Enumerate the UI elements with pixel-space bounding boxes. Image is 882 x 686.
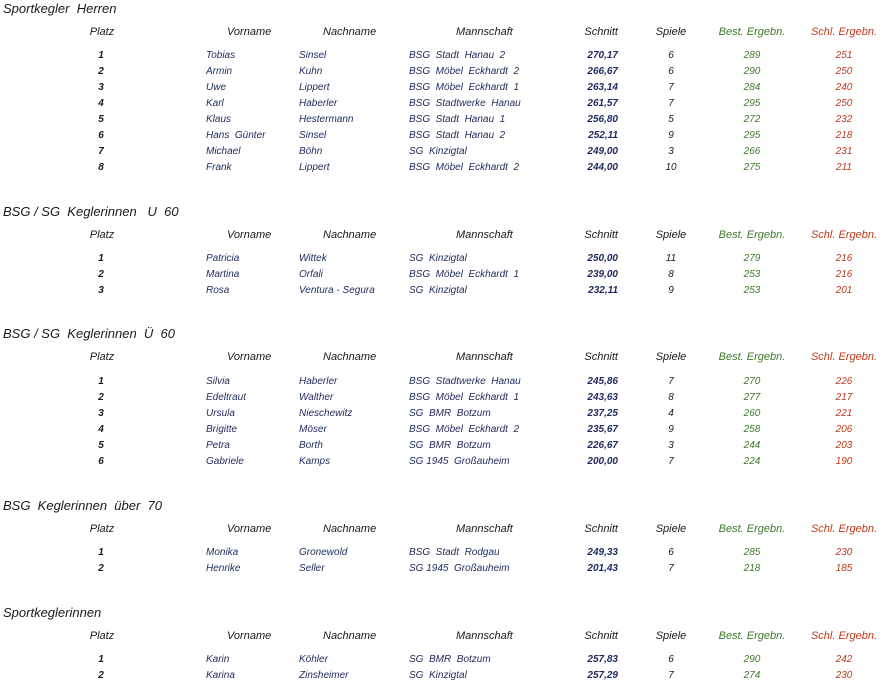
header-vorname: Vorname — [227, 351, 272, 363]
cell-mannschaft: BSG Stadt Hanau 1 — [409, 114, 506, 125]
header-best: Best. Ergebn. — [718, 351, 786, 363]
cell-mannschaft: BSG Möbel Eckhardt 2 — [409, 66, 520, 77]
cell-platz: 5 — [98, 440, 104, 451]
table-row — [0, 547, 882, 563]
cell-vorname: Karina — [206, 669, 235, 681]
cell-schl: 221 — [835, 408, 853, 419]
cell-schl: 231 — [835, 146, 853, 157]
cell-nachname: Sinsel — [299, 130, 327, 141]
cell-vorname: Edeltraut — [206, 392, 247, 403]
cell-schl: 226 — [835, 376, 853, 387]
cell-mannschaft: SG Kinzigtal — [409, 146, 467, 157]
header-mannschaft: Mannschaft — [456, 630, 513, 642]
cell-best: 244 — [743, 440, 761, 451]
cell-platz: 1 — [98, 654, 104, 665]
header-spiele: Spiele — [655, 351, 687, 363]
cell-best: 218 — [743, 563, 761, 574]
cell-schnitt: 243,63 — [587, 392, 618, 403]
cell-spiele: 6 — [668, 50, 674, 61]
cell-spiele: 7 — [668, 82, 674, 93]
cell-spiele: 9 — [668, 285, 674, 296]
cell-schnitt: 237,25 — [587, 408, 618, 419]
cell-platz: 2 — [98, 563, 104, 574]
cell-nachname: Wittek — [299, 253, 327, 264]
cell-mannschaft: BSG Stadt Hanau 2 — [409, 130, 506, 141]
cell-nachname: Lippert — [299, 82, 330, 93]
cell-spiele: 7 — [668, 669, 674, 681]
cell-schl: 242 — [835, 654, 853, 665]
cell-mannschaft: SG BMR Botzum — [409, 654, 491, 665]
header-schl: Schl. Ergebn. — [810, 351, 878, 363]
cell-best: 224 — [743, 456, 761, 467]
section-title: BSG Keglerinnen über 70 — [3, 498, 162, 513]
cell-best: 253 — [743, 285, 761, 296]
cell-best: 289 — [743, 50, 761, 61]
cell-platz: 4 — [98, 424, 104, 435]
table-row — [0, 563, 882, 579]
cell-spiele: 5 — [668, 114, 674, 125]
cell-nachname: Gronewold — [299, 547, 348, 558]
cell-best: 279 — [743, 253, 761, 264]
header-vorname: Vorname — [227, 630, 272, 642]
cell-schnitt: 244,00 — [587, 162, 618, 173]
cell-schnitt: 200,00 — [587, 456, 618, 467]
cell-platz: 2 — [98, 66, 104, 77]
cell-schnitt: 270,17 — [587, 50, 618, 61]
cell-best: 285 — [743, 547, 761, 558]
cell-platz: 3 — [98, 82, 104, 93]
table-row — [0, 82, 882, 98]
header-nachname: Nachname — [323, 26, 377, 38]
cell-best: 295 — [743, 98, 761, 109]
cell-mannschaft: BSG Stadtwerke Hanau — [409, 376, 521, 387]
cell-schnitt: 201,43 — [587, 563, 618, 574]
cell-spiele: 7 — [668, 376, 674, 387]
cell-platz: 6 — [98, 456, 104, 467]
cell-vorname: Silvia — [206, 376, 230, 387]
cell-best: 284 — [743, 82, 761, 93]
cell-spiele: 7 — [668, 98, 674, 109]
header-schnitt: Schnitt — [584, 26, 618, 38]
cell-nachname: Ventura - Segura — [299, 285, 375, 296]
cell-schnitt: 249,33 — [587, 547, 618, 558]
cell-best: 270 — [743, 376, 761, 387]
cell-nachname: Möser — [299, 424, 327, 435]
cell-spiele: 6 — [668, 547, 674, 558]
cell-mannschaft: SG 1945 Großauheim — [409, 456, 510, 467]
header-mannschaft: Mannschaft — [456, 229, 513, 241]
cell-best: 260 — [743, 408, 761, 419]
section-title: Sportkeglerinnen — [3, 605, 102, 620]
header-nachname: Nachname — [323, 351, 377, 363]
header-schl: Schl. Ergebn. — [810, 229, 878, 241]
header-nachname: Nachname — [323, 229, 377, 241]
cell-platz: 2 — [98, 392, 104, 403]
cell-spiele: 6 — [668, 66, 674, 77]
header-best: Best. Ergebn. — [718, 523, 786, 535]
cell-spiele: 3 — [668, 146, 674, 157]
table-header — [0, 630, 882, 646]
cell-nachname: Seller — [299, 563, 325, 574]
cell-platz: 3 — [98, 285, 104, 296]
header-best: Best. Ergebn. — [718, 26, 786, 38]
cell-vorname: Monika — [206, 547, 239, 558]
cell-vorname: Frank — [206, 162, 232, 173]
table-row — [0, 440, 882, 456]
header-platz: Platz — [89, 351, 115, 363]
cell-best: 272 — [743, 114, 761, 125]
table-row — [0, 654, 882, 670]
cell-nachname: Haberler — [299, 376, 338, 387]
header-platz: Platz — [89, 523, 115, 535]
header-schl: Schl. Ergebn. — [810, 26, 878, 38]
cell-best: 266 — [743, 146, 761, 157]
cell-schl: 240 — [835, 82, 853, 93]
cell-schl: 201 — [835, 285, 853, 296]
cell-schl: 218 — [835, 130, 853, 141]
header-schl: Schl. Ergebn. — [810, 630, 878, 642]
header-spiele: Spiele — [655, 229, 687, 241]
cell-schnitt: 257,83 — [587, 654, 618, 665]
cell-vorname: Klaus — [206, 114, 232, 125]
table-row — [0, 285, 882, 301]
cell-schnitt: 256,80 — [587, 114, 618, 125]
cell-vorname: Brigitte — [206, 424, 238, 435]
cell-schnitt: 249,00 — [587, 146, 618, 157]
cell-nachname: Borth — [299, 440, 323, 451]
table-row — [0, 408, 882, 424]
cell-spiele: 7 — [668, 563, 674, 574]
cell-nachname: Zinsheimer — [299, 669, 349, 681]
cell-best: 275 — [743, 162, 761, 173]
cell-nachname: Nieschewitz — [299, 408, 353, 419]
cell-platz: 1 — [98, 253, 104, 264]
table-row — [0, 424, 882, 440]
cell-mannschaft: BSG Möbel Eckhardt 1 — [409, 82, 520, 93]
cell-schl: 217 — [835, 392, 853, 403]
cell-schnitt: 235,67 — [587, 424, 618, 435]
cell-best: 277 — [743, 392, 761, 403]
cell-mannschaft: BSG Stadt Rodgau — [409, 547, 500, 558]
cell-mannschaft: SG Kinzigtal — [409, 669, 467, 681]
cell-schl: 203 — [835, 440, 853, 451]
cell-vorname: Hans Günter — [206, 130, 266, 141]
cell-spiele: 11 — [665, 253, 677, 264]
header-platz: Platz — [89, 229, 115, 241]
cell-schnitt: 232,11 — [588, 285, 618, 296]
cell-vorname: Petra — [206, 440, 230, 451]
cell-vorname: Uwe — [206, 82, 227, 93]
cell-best: 295 — [743, 130, 761, 141]
cell-schl: 230 — [835, 669, 853, 681]
header-schl: Schl. Ergebn. — [810, 523, 878, 535]
cell-schnitt: 239,00 — [587, 269, 618, 280]
cell-nachname: Böhn — [299, 146, 323, 157]
table-header — [0, 26, 882, 42]
cell-schl: 211 — [836, 162, 852, 173]
table-header — [0, 351, 882, 367]
cell-best: 258 — [743, 424, 761, 435]
cell-schnitt: 252,11 — [588, 130, 618, 141]
cell-platz: 1 — [98, 547, 104, 558]
header-vorname: Vorname — [227, 26, 272, 38]
header-platz: Platz — [89, 630, 115, 642]
cell-spiele: 7 — [668, 456, 674, 467]
table-header — [0, 523, 882, 539]
cell-best: 290 — [743, 66, 761, 77]
cell-platz: 1 — [98, 376, 104, 387]
cell-mannschaft: BSG Möbel Eckhardt 2 — [409, 424, 520, 435]
cell-mannschaft: BSG Möbel Eckhardt 1 — [409, 269, 520, 280]
table-row — [0, 50, 882, 66]
cell-spiele: 3 — [668, 440, 674, 451]
cell-vorname: Henrike — [206, 563, 241, 574]
header-nachname: Nachname — [323, 523, 377, 535]
cell-spiele: 9 — [668, 130, 674, 141]
table-row — [0, 130, 882, 146]
table-row — [0, 392, 882, 408]
cell-best: 274 — [743, 669, 761, 681]
cell-mannschaft: BSG Stadt Hanau 2 — [409, 50, 506, 61]
header-spiele: Spiele — [655, 630, 687, 642]
cell-schnitt: 263,14 — [587, 82, 618, 93]
header-best: Best. Ergebn. — [718, 229, 786, 241]
cell-mannschaft: SG BMR Botzum — [409, 408, 491, 419]
cell-nachname: Orfali — [299, 269, 323, 280]
header-vorname: Vorname — [227, 523, 272, 535]
cell-mannschaft: SG Kinzigtal — [409, 285, 467, 296]
header-spiele: Spiele — [655, 26, 687, 38]
section-title: BSG / SG Keglerinnen Ü 60 — [3, 326, 175, 341]
header-platz: Platz — [89, 26, 115, 38]
cell-platz: 8 — [98, 162, 104, 173]
header-schnitt: Schnitt — [584, 630, 618, 642]
cell-schnitt: 226,67 — [587, 440, 618, 451]
cell-vorname: Tobias — [206, 50, 236, 61]
cell-mannschaft: BSG Möbel Eckhardt 2 — [409, 162, 520, 173]
cell-platz: 1 — [98, 50, 104, 61]
cell-schl: 190 — [835, 456, 853, 467]
cell-best: 253 — [743, 269, 761, 280]
cell-nachname: Lippert — [299, 162, 330, 173]
table-row — [0, 269, 882, 285]
cell-vorname: Armin — [206, 66, 233, 77]
cell-vorname: Karl — [206, 98, 224, 109]
header-schnitt: Schnitt — [584, 229, 618, 241]
cell-spiele: 8 — [668, 269, 674, 280]
cell-schl: 185 — [835, 563, 853, 574]
cell-mannschaft: SG 1945 Großauheim — [409, 563, 510, 574]
cell-nachname: Sinsel — [299, 50, 327, 61]
table-row — [0, 66, 882, 82]
cell-mannschaft: SG Kinzigtal — [409, 253, 467, 264]
cell-vorname: Gabriele — [206, 456, 244, 467]
header-schnitt: Schnitt — [584, 351, 618, 363]
cell-vorname: Karin — [206, 654, 230, 665]
table-row — [0, 670, 882, 686]
cell-nachname: Haberler — [299, 98, 338, 109]
cell-mannschaft: BSG Stadtwerke Hanau — [409, 98, 521, 109]
cell-schl: 232 — [835, 114, 853, 125]
table-row — [0, 162, 882, 178]
section-title: Sportkegler Herren — [3, 1, 117, 16]
cell-spiele: 4 — [668, 408, 674, 419]
cell-schl: 206 — [835, 424, 853, 435]
header-nachname: Nachname — [323, 630, 377, 642]
cell-vorname: Ursula — [206, 408, 235, 419]
header-schnitt: Schnitt — [584, 523, 618, 535]
cell-platz: 7 — [98, 146, 104, 157]
header-mannschaft: Mannschaft — [456, 26, 513, 38]
cell-platz: 2 — [98, 669, 104, 681]
cell-nachname: Walther — [299, 392, 334, 403]
cell-platz: 5 — [98, 114, 104, 125]
cell-vorname: Patricia — [206, 253, 240, 264]
cell-schl: 216 — [835, 253, 853, 264]
cell-schnitt: 257,29 — [587, 669, 618, 681]
cell-schnitt: 266,67 — [587, 66, 618, 77]
header-vorname: Vorname — [227, 229, 272, 241]
cell-platz: 2 — [98, 269, 104, 280]
cell-schl: 250 — [835, 98, 853, 109]
cell-schl: 216 — [835, 269, 853, 280]
cell-schnitt: 261,57 — [587, 98, 618, 109]
cell-platz: 6 — [98, 130, 104, 141]
cell-schnitt: 250,00 — [587, 253, 618, 264]
cell-schl: 230 — [835, 547, 853, 558]
cell-spiele: 8 — [668, 392, 674, 403]
table-row — [0, 114, 882, 130]
cell-vorname: Martina — [206, 269, 240, 280]
table-row — [0, 376, 882, 392]
table-row — [0, 253, 882, 269]
header-spiele: Spiele — [655, 523, 687, 535]
table-row — [0, 146, 882, 162]
cell-mannschaft: SG BMR Botzum — [409, 440, 491, 451]
cell-nachname: Köhler — [299, 654, 328, 665]
cell-best: 290 — [743, 654, 761, 665]
table-header — [0, 229, 882, 245]
cell-schnitt: 245,86 — [587, 376, 618, 387]
header-mannschaft: Mannschaft — [456, 351, 513, 363]
table-row — [0, 456, 882, 472]
header-best: Best. Ergebn. — [718, 630, 786, 642]
cell-schl: 250 — [835, 66, 853, 77]
cell-platz: 4 — [98, 98, 104, 109]
cell-spiele: 10 — [665, 162, 677, 173]
cell-spiele: 9 — [668, 424, 674, 435]
cell-schl: 251 — [835, 50, 853, 61]
cell-mannschaft: BSG Möbel Eckhardt 1 — [409, 392, 520, 403]
cell-nachname: Hestermann — [299, 114, 354, 125]
cell-nachname: Kuhn — [299, 66, 323, 77]
cell-vorname: Michael — [206, 146, 241, 157]
cell-vorname: Rosa — [206, 285, 230, 296]
header-mannschaft: Mannschaft — [456, 523, 513, 535]
cell-spiele: 6 — [668, 654, 674, 665]
section-title: BSG / SG Keglerinnen U 60 — [3, 204, 179, 219]
cell-nachname: Kamps — [299, 456, 331, 467]
cell-platz: 3 — [98, 408, 104, 419]
table-row — [0, 98, 882, 114]
